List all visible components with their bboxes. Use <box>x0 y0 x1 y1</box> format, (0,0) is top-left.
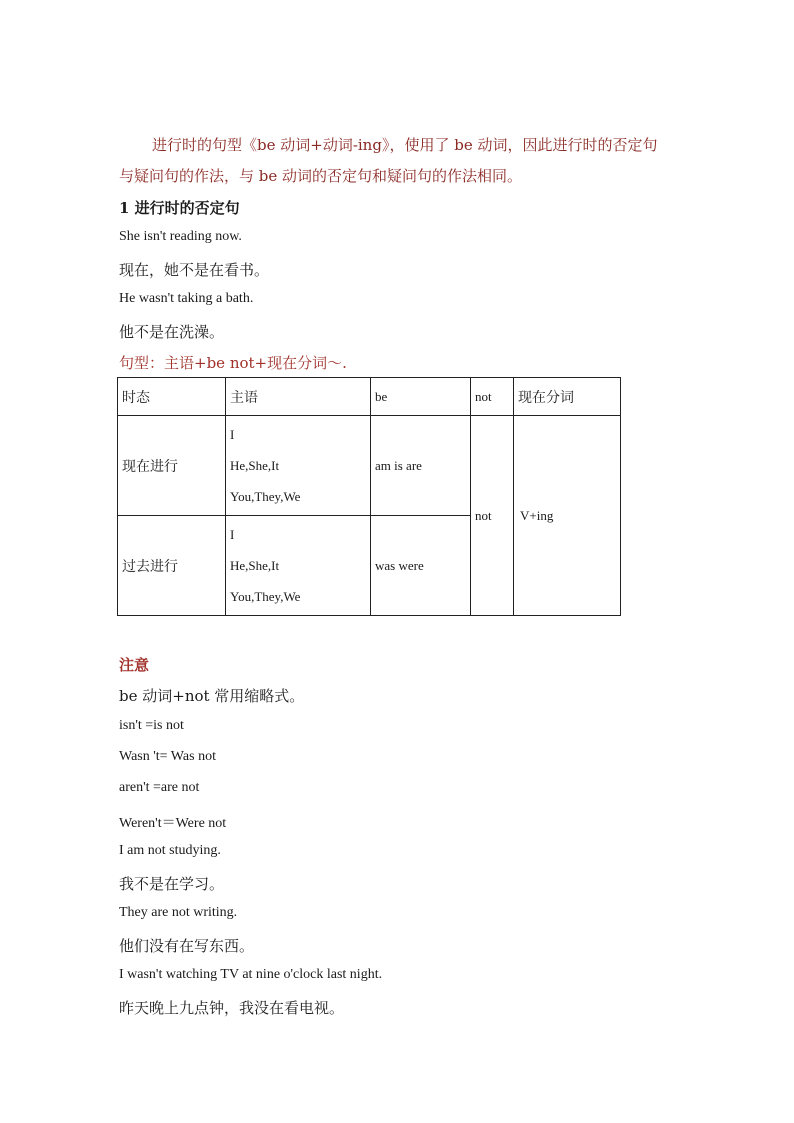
header-not: not <box>471 378 514 416</box>
section-title: 1 进行时的否定句 <box>119 199 240 217</box>
header-participle: 现在分词 <box>514 378 621 416</box>
header-be: be <box>371 378 471 416</box>
participle-cell: V+ing <box>514 416 621 616</box>
subject-item: You,They,We <box>230 489 301 504</box>
subject-item: He,She,It <box>230 458 280 473</box>
subject-item: He,She,It <box>230 558 280 573</box>
table-header-row <box>118 378 621 416</box>
example-zh: 现在，她不是在看书。 <box>119 261 270 279</box>
example-en: I wasn't watching TV at nine o'clock last night. <box>119 967 383 982</box>
subject-item: I <box>230 427 235 442</box>
subject-cell <box>226 416 371 516</box>
contraction-item: isn't =is not <box>119 718 184 733</box>
note-title: 注意 <box>119 656 150 674</box>
intro-line-1: 进行时的句型《be 动词+动词-ing》，使用了 be 动词，因此进行时的否定句 <box>152 136 658 154</box>
example-zh: 他们没有在写东西。 <box>119 937 255 955</box>
note-intro: be 动词+not 常用缩略式。 <box>119 687 305 705</box>
subject-item: You,They,We <box>230 589 301 604</box>
contraction-item: Wasn 't= Was not <box>119 749 216 764</box>
example-en: He wasn't taking a bath. <box>119 291 254 306</box>
intro-line-2: 与疑问句的作法，与 be 动词的否定句和疑问句的作法相同。 <box>119 167 523 185</box>
example-zh: 昨天晚上九点钟，我没在看电视。 <box>119 999 345 1017</box>
contraction-item: aren't =are not <box>119 780 200 795</box>
tense-cell: 过去进行 <box>118 516 226 616</box>
header-subject: 主语 <box>226 378 371 416</box>
table-row <box>118 416 621 516</box>
header-tense: 时态 <box>118 378 226 416</box>
example-zh: 我不是在学习。 <box>119 875 225 893</box>
subject-item: I <box>230 527 235 542</box>
not-cell: not <box>471 416 514 616</box>
grammar-table <box>117 377 621 616</box>
tense-cell: 现在进行 <box>118 416 226 516</box>
be-cell: am is are <box>371 416 471 516</box>
example-en: She isn't reading now. <box>119 229 242 244</box>
be-cell: was were <box>371 516 471 616</box>
example-en: They are not writing. <box>119 905 238 920</box>
example-zh: 他不是在洗澡。 <box>119 323 225 341</box>
subject-cell <box>226 516 371 616</box>
contraction-item: Weren't＝Were not <box>119 816 227 831</box>
pattern-label: 句型：主语+be not+现在分词～. <box>119 354 347 372</box>
example-en: I am not studying. <box>119 843 221 858</box>
